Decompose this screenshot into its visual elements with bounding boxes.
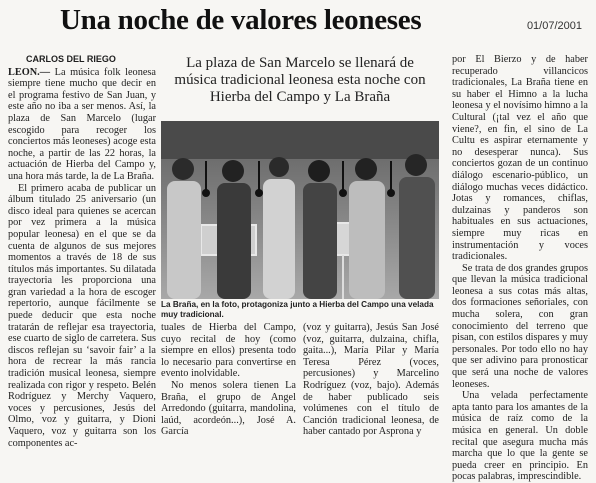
article-column-3 (303, 322, 439, 438)
paragraph: tuales de Hierba del Campo, cuyo recital de hoy (como siempre en ellos) presenta todo lo necesario para convertirse en evento inolvidable. (161, 322, 296, 380)
photo-caption: La Braña, en la foto, protagoniza junto a Hierba del Campo una velada muy tradicional. (161, 300, 434, 319)
deck-subheadline: La plaza de San Marcelo se llenará de música tradicional leonesa esta noche con Hierba del Campo y La Braña (174, 55, 426, 105)
paragraph: (voz y guitarra), Jesús San José (voz, guitarra, dulzaina, chifla, gaita...), María Pilar y María Teresa Pérez (voces, percusiones) y Marcelino Rodríguez (voz, bajo). Además de haber publicado seis volúmenes con el título de Canción tradicional leonesa, de haber cantado por Asprona y (303, 322, 439, 438)
publication-date: 01/07/2001 (526, 20, 582, 32)
article-column-2 (161, 322, 296, 438)
headline: Una noche de valores leoneses (60, 4, 422, 36)
band-photo (161, 121, 439, 299)
band-photo-image (161, 121, 439, 299)
paragraph: No menos solera tienen La Braña, el grupo de Angel Arredondo (guitarra, mandolina, laúd, acordeón...), José A. García (161, 379, 296, 438)
paragraph: por El Bierzo y de haber recuperado villancicos tradicionales, La Braña tiene en su haber el Himno a la lucha leonesa y el novísimo himno a la Cultural (¡tal vez el año que viene?, en fin, el sino de La Cultu es aspirar eternamente y no desesperar nunca). Sus conciertos gozan de un continuo diálogo escenario-público, un diálogo muchas veces didáctico. Jotas y romances, chiflas, dulzainas y panderos son habituales en sus actuaciones, siempre muy ricas en instrumentación y voces tradicionales. (452, 54, 588, 263)
paragraph: El primero acaba de publicar un álbum titulado 25 aniversario (un disco ideal para quienes se acercan por vez primera a la música popular leonesa) en el que se da cuenta de algunos de sus mejores momentos a través de 18 de sus títulos más importantes. Su dilatada trayectoria les proporciona una gran variedad a la hora de escoger repertorio, aunque fácilmente se puede deducir que esta noche tratarán de reflejar esa trayectoria, ese cuarto de siglo de carretera. Sus discos reflejan su ‘savoir fair’ a la hora de recrear la más rancia tradición musical leonesa, siempre realizada con rigor y respeto. Belén Rodríguez y Merchy Vaquero, voces y percusiones, Jesús del Olmo, voz y guitarra, y Dioni Vaquero, voz y guitarra son los componentes ac- (8, 182, 156, 449)
paragraph: Una velada perfectamente apta tanto para los amantes de la música de raíz como de la música en general. Un doble recital que asegura mucha más marcha que lo que la gente se pueda creer en principio. En pocas palabras, imprescindible. (452, 390, 588, 483)
article-column-4 (452, 54, 588, 483)
dateline: LEON.— (8, 66, 51, 78)
paragraph: Se trata de dos grandes grupos que llevan la música tradicional leonesa a sus cotas más altas, dos formaciones señoriales, con mucha solera, con gran conocimiento del terreno que pisan, con estilos dispares y muy personales. Por todo ello no hay que ser adivino para pronosticar que será una noche de valores leoneses. (452, 262, 588, 390)
paragraph: LEON.— La música folk leonesa siempre tiene mucho que decir en el programa festivo de San Juan, y este año no iba a ser menos. Así, la plaza de San Marcelo (lugar escogido para recoger los conciertos más leoneses) acoge esta noche, a partir de las 22 horas, la actuación de Hierba del Campo y, una hora más tarde, la de La Braña. (8, 66, 156, 182)
byline: CARLOS DEL RIEGO (26, 54, 116, 64)
article-column-1 (8, 54, 156, 449)
